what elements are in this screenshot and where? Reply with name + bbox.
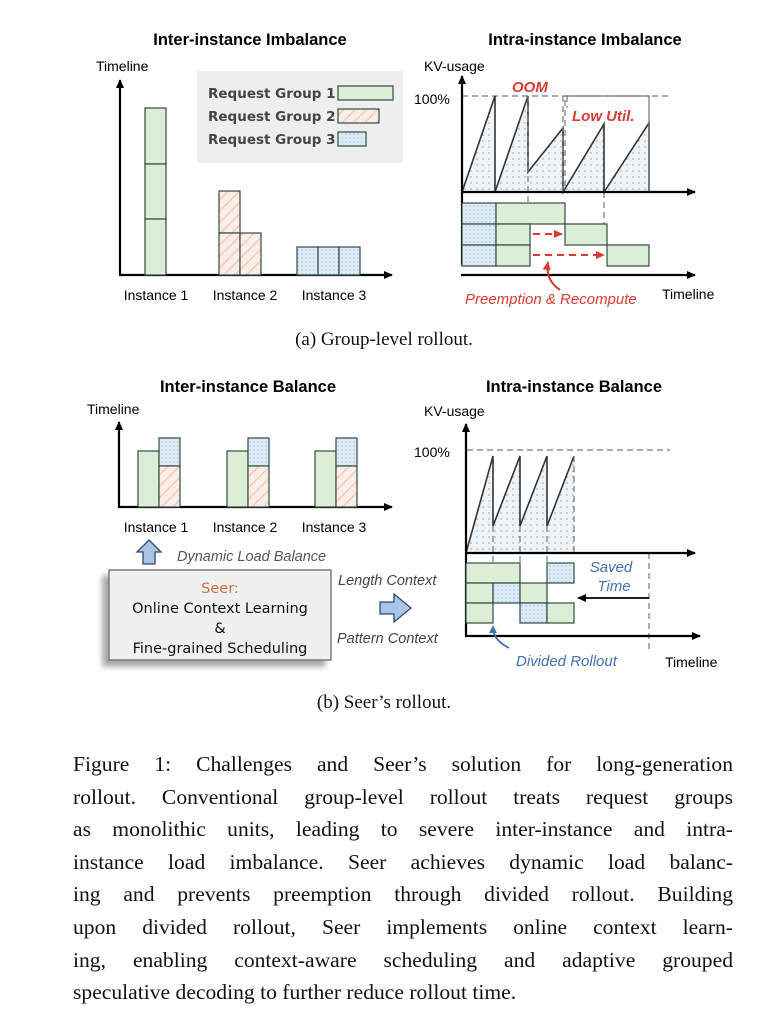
length-context-label: Length Context bbox=[338, 573, 437, 589]
caption-line: upon divided rollout, Seer implements online context learn- bbox=[73, 914, 733, 939]
caption-line: Figure 1: Challenges and Seer’s solution for long-generation bbox=[73, 752, 733, 776]
caption-line: instance load imbalance. Seer achieves dynamic load balanc- bbox=[73, 849, 733, 874]
caption-line: rollout. Conventional group-level rollout treats request groups bbox=[73, 784, 733, 809]
low-util-annotation: Low Util. bbox=[572, 108, 635, 125]
legend bbox=[197, 71, 403, 163]
dynamic-load-balance-label: Dynamic Load Balance bbox=[177, 549, 327, 565]
x-label-instance-2: Instance 2 bbox=[212, 519, 278, 535]
kv-usage-label: KV-usage bbox=[424, 58, 485, 74]
panel-a-inter-instance-imbalance bbox=[96, 31, 403, 303]
panel-b-inter-instance-balance bbox=[87, 378, 439, 660]
oom-annotation: OOM bbox=[512, 79, 548, 96]
instance-1-bars bbox=[145, 108, 166, 275]
x-label-instance-1: Instance 1 bbox=[123, 287, 189, 303]
pattern-context-label: Pattern Context bbox=[337, 631, 438, 647]
seer-box bbox=[109, 570, 331, 660]
legend-swatch-group-1 bbox=[338, 86, 393, 100]
subcaption-b: (b) Seer’s rollout. bbox=[316, 692, 452, 713]
panel-a-intra-title: Intra-instance Imbalance bbox=[488, 31, 682, 49]
saved-time-annotation-2: Time bbox=[597, 578, 631, 595]
kv-usage-label: KV-usage bbox=[424, 403, 485, 419]
caption-line: speculative decoding to further reduce rollout time. bbox=[73, 980, 517, 1005]
instance-2-bars bbox=[219, 191, 261, 275]
x-label-instance-3: Instance 3 bbox=[301, 287, 367, 303]
legend-label-group-2: Request Group 2 bbox=[208, 109, 336, 125]
y-axis-label: Timeline bbox=[87, 401, 140, 417]
seer-title: Seer: bbox=[201, 581, 239, 597]
subcaption-a: (a) Group-level rollout. bbox=[295, 329, 473, 350]
panel-b-inter-title: Inter-instance Balance bbox=[159, 378, 337, 396]
saved-time-annotation-1: Saved bbox=[589, 559, 633, 576]
balanced-bars bbox=[138, 438, 357, 507]
panel-b-intra-title: Intra-instance Balance bbox=[485, 378, 663, 396]
figure-caption bbox=[73, 748, 733, 1009]
right-arrow-icon bbox=[380, 594, 411, 622]
caption-line: ing and prevents preemption through divided rollout. Building bbox=[73, 882, 733, 907]
preemption-annotation: Preemption & Recompute bbox=[465, 291, 637, 308]
divided-rollout-annotation: Divided Rollout bbox=[516, 653, 617, 670]
seer-line-3: Fine-grained Scheduling bbox=[132, 641, 308, 657]
y-tick-100: 100% bbox=[414, 91, 450, 107]
panel-b-intra-instance-balance bbox=[414, 378, 718, 670]
x-axis-timeline-label: Timeline bbox=[665, 654, 718, 670]
request-blocks bbox=[462, 203, 649, 266]
legend-label-group-1: Request Group 1 bbox=[208, 86, 336, 102]
divided-request-blocks bbox=[466, 563, 574, 623]
panel-a-intra-instance-imbalance bbox=[414, 31, 715, 308]
legend-label-group-3: Request Group 3 bbox=[208, 132, 336, 148]
panel-a-inter-title: Inter-instance Imbalance bbox=[153, 31, 347, 49]
caption-line: ing, enabling context-aware scheduling and adaptive grouped bbox=[73, 947, 733, 972]
y-tick-100: 100% bbox=[414, 444, 450, 460]
x-label-instance-1: Instance 1 bbox=[123, 519, 189, 535]
instance-3-bars bbox=[297, 247, 360, 275]
seer-line-1: Online Context Learning bbox=[132, 601, 308, 617]
legend-swatch-group-3 bbox=[338, 132, 366, 146]
up-arrow-icon bbox=[137, 540, 161, 564]
legend-swatch-group-2 bbox=[338, 109, 379, 123]
x-label-instance-3: Instance 3 bbox=[301, 519, 367, 535]
x-label-instance-2: Instance 2 bbox=[212, 287, 278, 303]
caption-line: as monolithic units, leading to severe inter-instance and intra- bbox=[73, 817, 733, 842]
y-axis-label: Timeline bbox=[96, 58, 149, 74]
x-axis-timeline-label: Timeline bbox=[662, 286, 715, 302]
seer-line-2: & bbox=[214, 621, 226, 637]
